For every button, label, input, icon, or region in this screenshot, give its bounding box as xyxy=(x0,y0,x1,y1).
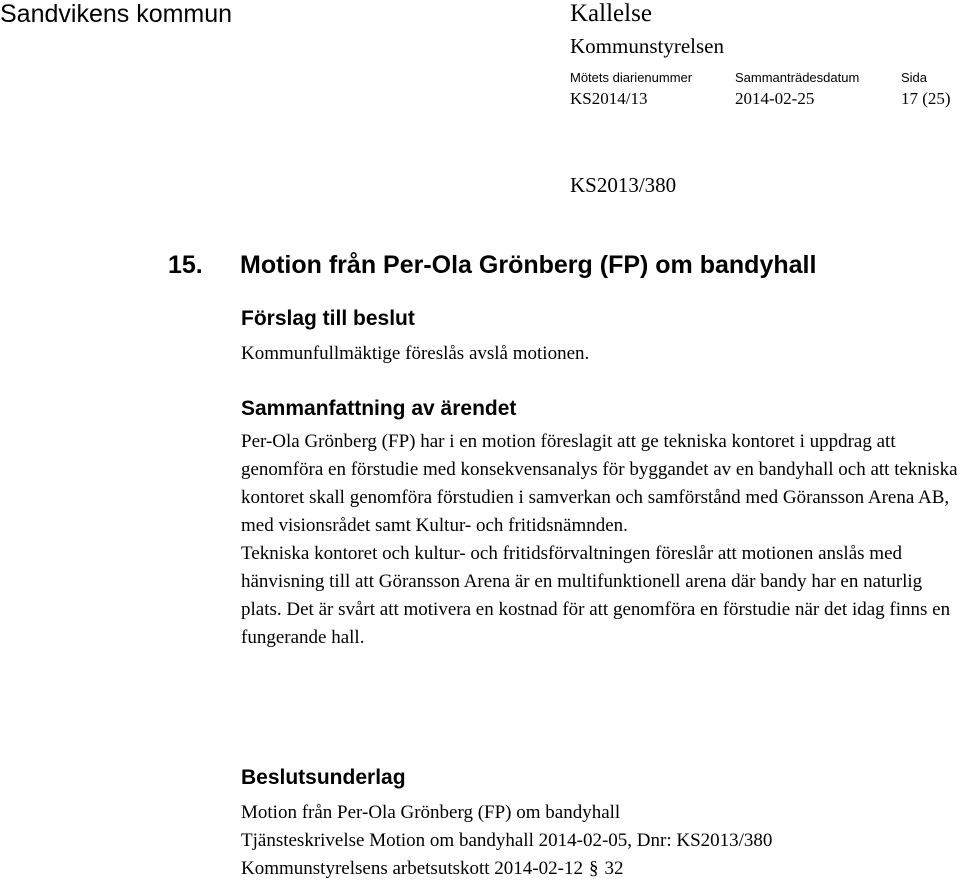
committee-name: Kommunstyrelsen xyxy=(570,34,724,58)
diarie-value: KS2014/13 xyxy=(570,89,648,108)
proposal-heading: Förslag till beslut xyxy=(241,307,415,330)
decision-basis-list xyxy=(241,799,960,883)
decision-basis-heading: Beslutsunderlag xyxy=(241,766,406,789)
meeting-date-value: 2014-02-25 xyxy=(735,89,815,108)
organization-name: Sandvikens kommun xyxy=(0,0,233,28)
case-number: KS2013/380 xyxy=(570,173,677,197)
paragraph-number: 32 xyxy=(604,858,624,879)
item-title: Motion från Per-Ola Grönberg (FP) om bandyhall xyxy=(240,251,817,279)
basis-item: Tjänsteskrivelse Motion om bandyhall 2014-02-05, Dnr: KS2013/380 xyxy=(241,830,773,851)
summary-body xyxy=(241,428,960,652)
agenda-item-heading xyxy=(168,250,816,280)
document-type: Kallelse xyxy=(570,0,652,27)
basis-item xyxy=(241,855,960,883)
basis-item-text: Kommunstyrelsens arbetsutskott 2014-02-12 xyxy=(241,858,583,879)
page-value: 17 (25) xyxy=(901,89,951,108)
meeting-date-label: Sammanträdesdatum xyxy=(735,70,860,85)
summary-heading: Sammanfattning av ärendet xyxy=(241,397,517,420)
summary-paragraph: Tekniska kontoret och kultur- och fritidsförvaltningen föreslår att motionen anslås med hänvisning till att Göransson Arena är en multifunktionell arena där bandy har en naturlig plats. Det är svårt att motivera en kostnad för att genomföra en förstudie när det idag finns en fungerande hall. xyxy=(241,543,951,648)
item-number: 15. xyxy=(168,251,203,279)
summary-paragraph: Per-Ola Grönberg (FP) har i en motion föreslagit att ge tekniska kontoret i uppdrag att genomföra en förstudie med konsekvensanalys för byggandet av en bandyhall och att tekniska kontoret skall genomföra förstudien i samverkan och samförstånd med Göransson Arena AB, med visionsrådet samt Kultur- och fritidsnämnden. xyxy=(241,431,958,536)
basis-item: Motion från Per-Ola Grönberg (FP) om bandyhall xyxy=(241,802,621,823)
proposal-text: Kommunfullmäktige föreslås avslå motionen. xyxy=(241,343,590,364)
paragraph-symbol: § xyxy=(588,858,599,879)
diarie-label: Mötets diarienummer xyxy=(570,70,693,85)
page-label: Sida xyxy=(901,70,928,85)
